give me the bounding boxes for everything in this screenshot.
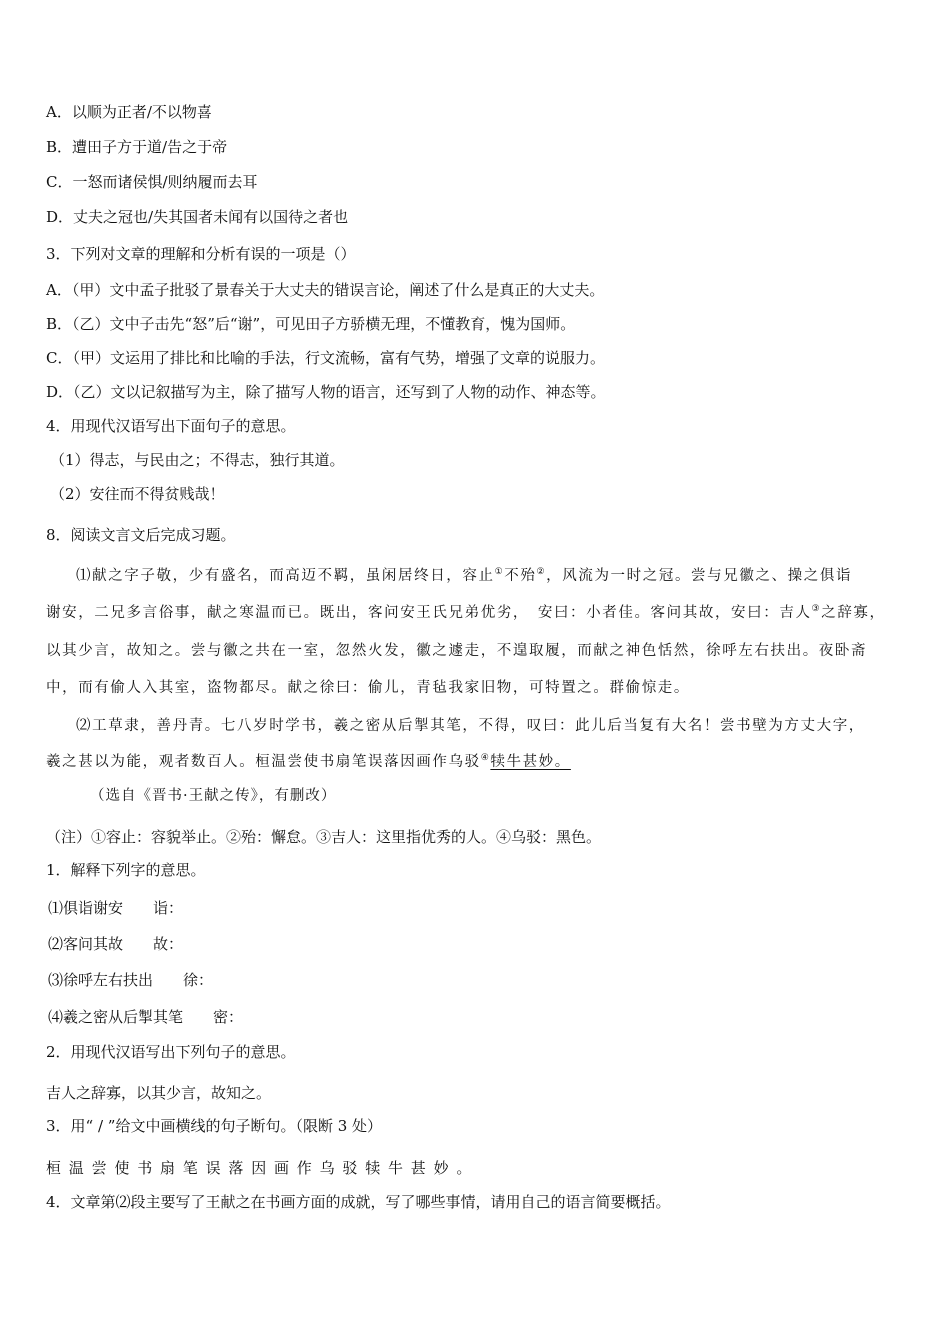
footnote-mark: ① [494, 567, 505, 577]
q4-item-1: （1）得志，与民由之；不得志，独行其道。 [50, 451, 345, 469]
s8-q2-stem: 2．用现代汉语写出下列句子的意思。 [46, 1043, 296, 1061]
s8-q3-stem: 3．用“ / ”给文中画横线的句子断句。（限断 3 处） [46, 1117, 383, 1135]
passage-line: ⑵工草隶，善丹青。七八岁时学书，羲之密从后掣其笔，不得，叹曰：此儿后当复有大名！尝书壁为方丈大字， [76, 718, 865, 734]
s8-q1-item-4: ⑷羲之密从后掣其笔 密： [48, 1008, 244, 1026]
s8-q1-item-2: ⑵客问其故 故： [48, 935, 184, 953]
passage-line: 中，而有偷人入其室，盗物都尽。献之徐曰：偷儿，青毡我家旧物，可特置之。群偷惊走。 [46, 680, 690, 696]
q2-option-c: C．一怒而诸侯惧/则纳履而去耳 [46, 173, 258, 191]
s8-q1-item-1: ⑴俱诣谢安 诣： [48, 899, 184, 917]
q3-option-a: A．（甲）文中孟子批驳了景春关于大丈夫的错误言论，阐述了什么是真正的大丈夫。 [46, 281, 605, 299]
q2-option-a: A．以顺为正者/不以物喜 [46, 103, 212, 121]
q4-item-2: （2）安往而不得贫贱哉！ [50, 485, 225, 503]
passage-line: ⑴献之字子敬，少有盛名，而高迈不羁，虽闲居终日，容止①不殆②，风流为一时之冠。尝与兄徽之、操之俱诣 [76, 567, 853, 584]
q3-option-b: B．（乙）文中子击先“怒”后“谢”，可见田子方骄横无理，不懂教育，愧为国师。 [46, 315, 576, 333]
passage-line: 谢安，二兄多言俗事，献之寒温而已。既出，客问安王氏兄弟优劣， 安曰：小者佳。客问其故，安曰：吉人③之辞寡， [46, 604, 886, 621]
footnote-mark: ④ [480, 753, 491, 763]
s8-q4-stem: 4．文章第⑵段主要写了王献之在书画方面的成就，写了哪些事情，请用自己的语言简要概括。 [46, 1193, 671, 1211]
s8-q1-item-3: ⑶徐呼左右扶出 徐： [48, 971, 214, 989]
q3-stem: 3．下列对文章的理解和分析有误的一项是（） [46, 245, 356, 263]
passage-line: 以其少言，故知之。尝与徽之共在一室，忽然火发，徽之遽走，不遑取履，而献之神色恬然，徐呼左右扶出。夜卧斋 [46, 643, 868, 659]
footnote-mark: ③ [811, 604, 822, 614]
q2-option-d: D．丈夫之冠也/失其国者未闻有以国待之者也 [46, 208, 349, 226]
q3-option-d: D．（乙）文以记叙描写为主，除了描写人物的语言，还写到了人物的动作、神态等。 [46, 383, 606, 401]
s8-q3-sentence: 桓温尝使书扇笔误落因画作乌驳犊牛甚妙。 [46, 1159, 480, 1177]
q2-option-b: B．遭田子方于道/告之于帝 [46, 138, 228, 156]
annotation-notes: （注）①容止：容貌举止。②殆：懈怠。③吉人：这里指优秀的人。④乌驳：黑色。 [46, 828, 602, 846]
section8-title: 8．阅读文言文后完成习题。 [46, 526, 236, 544]
passage-source: （选自《晋书·王献之传》，有删改） [90, 788, 337, 804]
passage-line: 羲之甚以为能，观者数百人。桓温尝使书扇笔误落因画作乌驳④犊牛甚妙。 [46, 753, 571, 770]
underlined-sentence-end: 犊牛甚妙。 [490, 754, 571, 770]
q3-option-c: C．（甲）文运用了排比和比喻的手法，行文流畅，富有气势，增强了文章的说服力。 [46, 349, 605, 367]
footnote-mark: ② [536, 567, 547, 577]
s8-q2-sentence: 吉人之辞寡，以其少言，故知之。 [46, 1084, 272, 1102]
q4-stem: 4．用现代汉语写出下面句子的意思。 [46, 417, 296, 435]
s8-q1-stem: 1．解释下列字的意思。 [46, 861, 206, 879]
